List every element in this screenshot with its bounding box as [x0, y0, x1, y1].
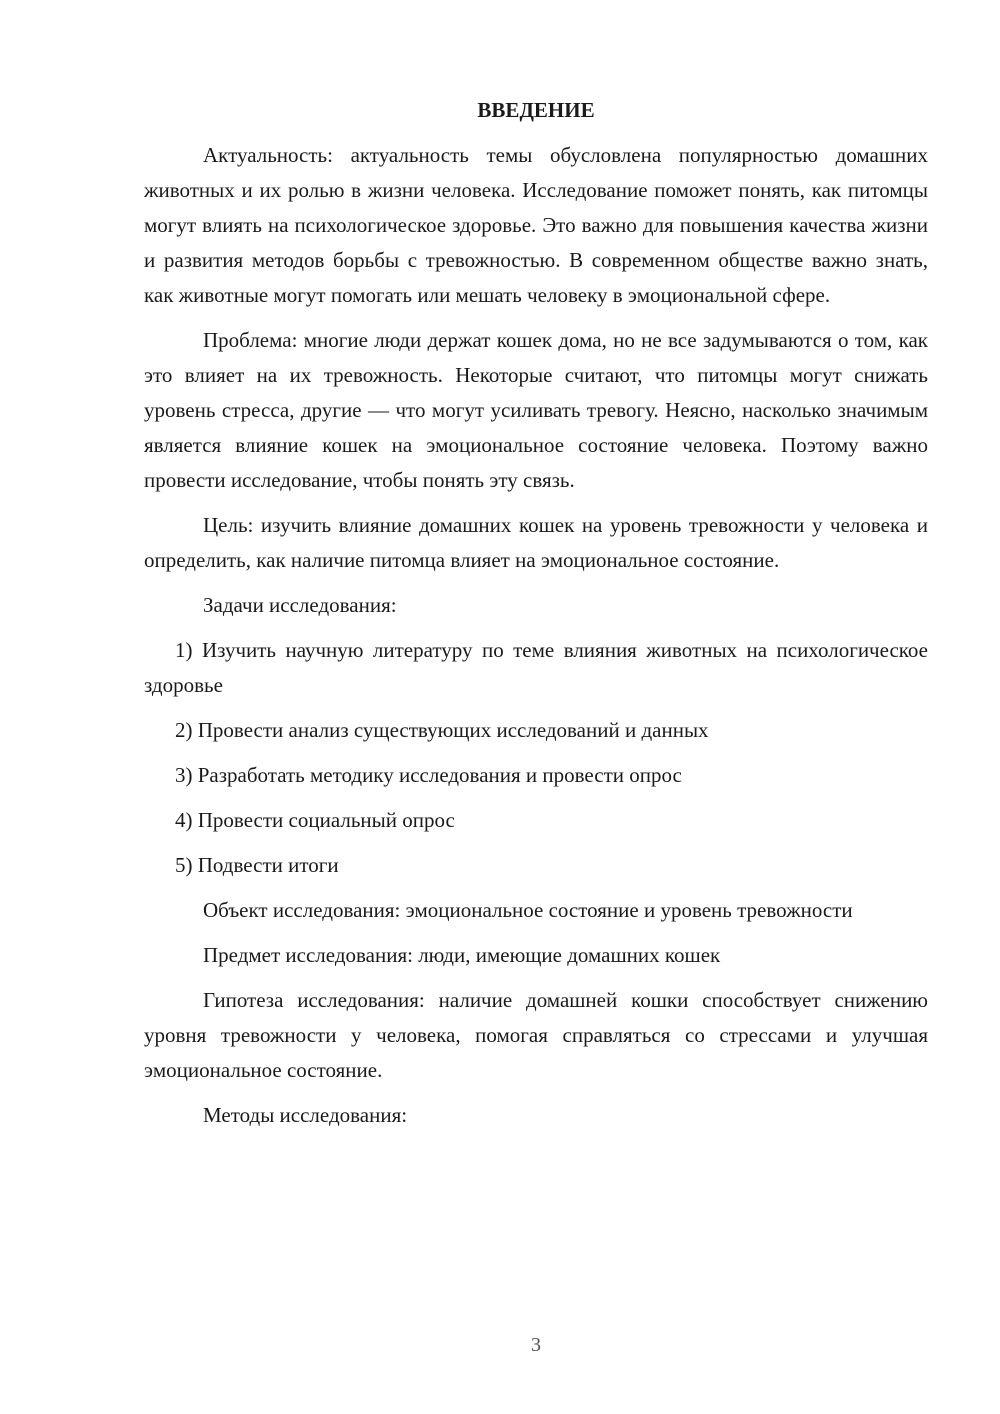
list-item-task-5: 5) Подвести итоги [175, 853, 339, 877]
paragraph-problem: Проблема: многие люди держат кошек дома, но не все задумываются о том, как это влияет на их тревожность. Некоторые считают, что питомцы могут снижать уровень стресса, другие — что могут усиливать тревогу. Неясно, насколько значимым является влияние кошек на эмоциональное состояние человека. Поэтому важно провести исследование, чтобы понять эту связь. [144, 328, 928, 492]
paragraph-hypothesis: Гипотеза исследования: наличие домашней кошки способствует снижению уровня тревожности у человека, помогая справляться со стрессами и улучшая эмоциональное состояние. [144, 988, 928, 1082]
page-number: 3 [531, 1334, 541, 1356]
methods-heading: Методы исследования: [203, 1103, 408, 1127]
list-item-task-4: 4) Провести социальный опрос [175, 808, 455, 832]
list-item-task-2: 2) Провести анализ существующих исследований и данных [175, 718, 709, 742]
tasks-heading: Задачи исследования: [203, 593, 397, 617]
list-item-task-3: 3) Разработать методику исследования и провести опрос [175, 763, 682, 787]
paragraph-goal: Цель: изучить влияние домашних кошек на уровень тревожности у человека и определить, как наличие питомца влияет на эмоциональное состояние. [144, 513, 928, 572]
page-content [144, 93, 928, 1133]
tasks-list [144, 633, 928, 883]
paragraph-object: Объект исследования: эмоциональное состояние и уровень тревожности [203, 898, 853, 922]
paragraph-subject: Предмет исследования: люди, имеющие домашних кошек [203, 943, 721, 967]
list-item-task-1: 1) Изучить научную литературу по теме влияния животных на психологическое здоровье [144, 638, 928, 697]
section-title: ВВЕДЕНИЕ [477, 98, 595, 122]
paragraph-relevance: Актуальность: актуальность темы обусловлена популярностью домашних животных и их ролью в жизни человека. Исследование поможет понять, как питомцы могут влиять на психологическое здоровье. Это важно для повышения качества жизни и развития методов борьбы с тревожностью. В современном обществе важно знать, как животные могут помогать или мешать человеку в эмоциональной сфере. [144, 143, 928, 307]
